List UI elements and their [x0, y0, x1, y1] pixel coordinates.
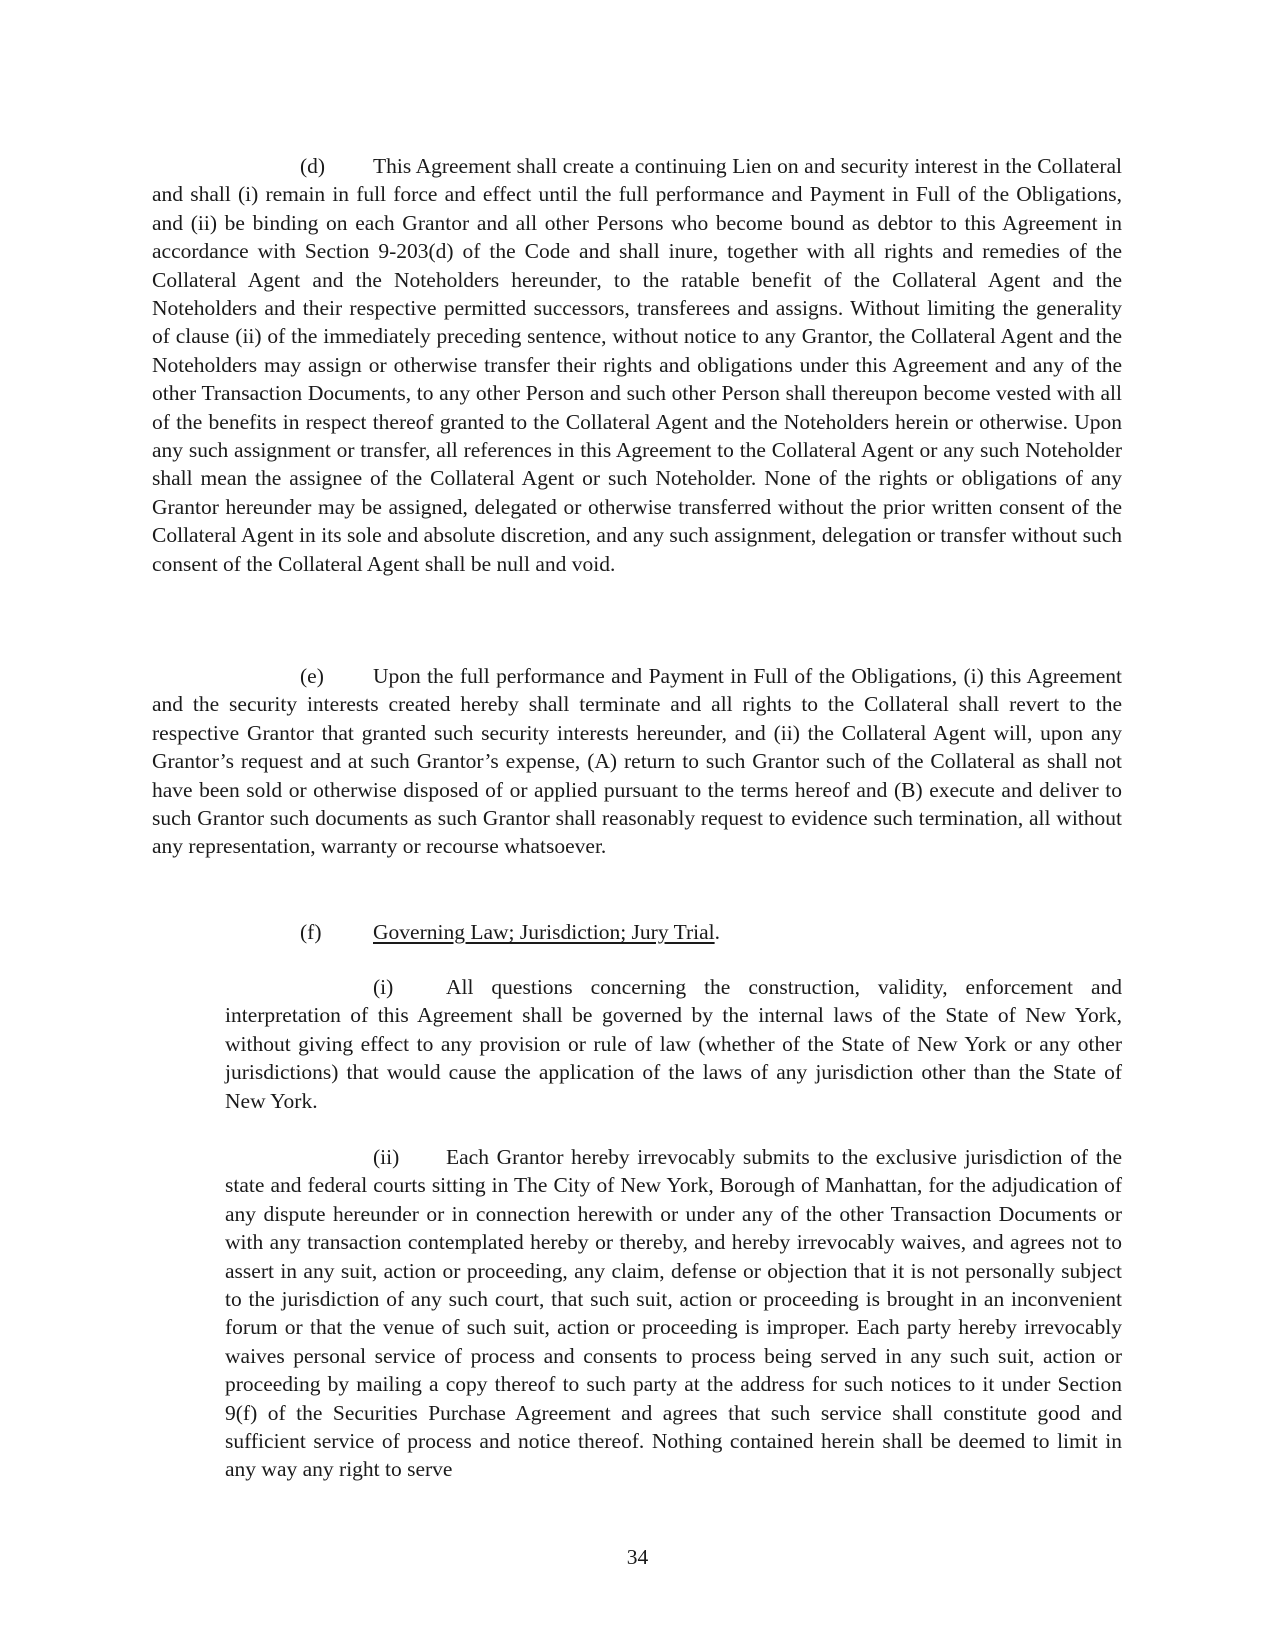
paragraph-e	[152, 662, 1122, 861]
paragraph-f-label: (f)	[300, 920, 322, 944]
section-heading-governing-law: Governing Law; Jurisdiction; Jury Trial	[373, 920, 715, 944]
paragraph-f-ii-text: Each Grantor hereby irrevocably submits to the exclusive jurisdiction of the state and federal courts sitting in The City of New York, Borough of Manhattan, for the adjudication of any dispute hereunder or in connection herewith or under any of the other Transaction Documents or with any transaction contemplated hereby or thereby, and hereby irrevocably waives, and agrees not to assert in any suit, action or proceeding, any claim, defense or objection that it is not personally subject to the jurisdiction of any such court, that such suit, action or proceeding is brought in an inconvenient forum or that the venue of such suit, action or proceeding is improper. Each party hereby irrevocably waives personal service of process and consents to process being served in any such suit, action or proceeding by mailing a copy thereof to such party at the address for such notices to it under Section 9(f) of the Securities Purchase Agreement and agrees that such service shall constitute good and sufficient service of process and notice thereof. Nothing contained herein shall be deemed to limit in any way any right to serve	[225, 1145, 1122, 1482]
paragraph-f-i-label: (i)	[373, 975, 394, 999]
paragraph-e-text: Upon the full performance and Payment in Full of the Obligations, (i) this Agreement and the security interests created hereby shall terminate and all rights to the Collateral shall revert to the respective Grantor that granted such security interests hereunder, and (ii) the Collateral Agent will, upon any Grantor’s request and at such Grantor’s expense, (A) return to such Grantor such of the Collateral as shall not have been sold or otherwise disposed of or applied pursuant to the terms hereof and (B) execute and deliver to such Grantor such documents as such Grantor shall reasonably request to evidence such termination, all without any representation, warranty or recourse whatsoever.	[152, 664, 1122, 859]
paragraph-f-i-text: All questions concerning the construction, validity, enforcement and interpretation of this Agreement shall be governed by the internal laws of the State of New York, without giving effect to any provision or rule of law (whether of the State of New York or any other jurisdictions) that would cause the application of the laws of any jurisdiction other than the State of New York.	[225, 975, 1122, 1113]
paragraph-f-ii	[225, 1143, 1122, 1484]
page-number: 34	[626, 1545, 649, 1569]
paragraph-f-i	[225, 973, 1122, 1115]
section-heading-suffix: .	[714, 920, 720, 944]
paragraph-e-label: (e)	[300, 664, 324, 688]
paragraph-d	[152, 152, 1122, 578]
paragraph-f-heading	[152, 918, 1122, 946]
paragraph-d-label: (d)	[300, 154, 326, 178]
paragraph-f-ii-label: (ii)	[373, 1145, 400, 1169]
paragraph-d-text: This Agreement shall create a continuing Lien on and security interest in the Collateral and shall (i) remain in full force and effect until the full performance and Payment in Full of the Obligations, and (ii) be binding on each Grantor and all other Persons who become bound as debtor to this Agreement in accordance with Section 9-203(d) of the Code and shall inure, together with all rights and remedies of the Collateral Agent and the Noteholders hereunder, to the ratable benefit of the Collateral Agent and the Noteholders and their respective permitted successors, transferees and assigns. Without limiting the generality of clause (ii) of the immediately preceding sentence, without notice to any Grantor, the Collateral Agent and the Noteholders may assign or otherwise transfer their rights and obligations under this Agreement and any of the other Transaction Documents, to any other Person and such other Person shall thereupon become vested with all of the benefits in respect thereof granted to the Collateral Agent and the Noteholders herein or otherwise. Upon any such assignment or transfer, all references in this Agreement to the Collateral Agent or any such Noteholder shall mean the assignee of the Collateral Agent or such Noteholder. None of the rights or obligations of any Grantor hereunder may be assigned, delegated or otherwise transferred without the prior written consent of the Collateral Agent in its sole and absolute discretion, and any such assignment, delegation or transfer without such consent of the Collateral Agent shall be null and void.	[152, 154, 1122, 576]
